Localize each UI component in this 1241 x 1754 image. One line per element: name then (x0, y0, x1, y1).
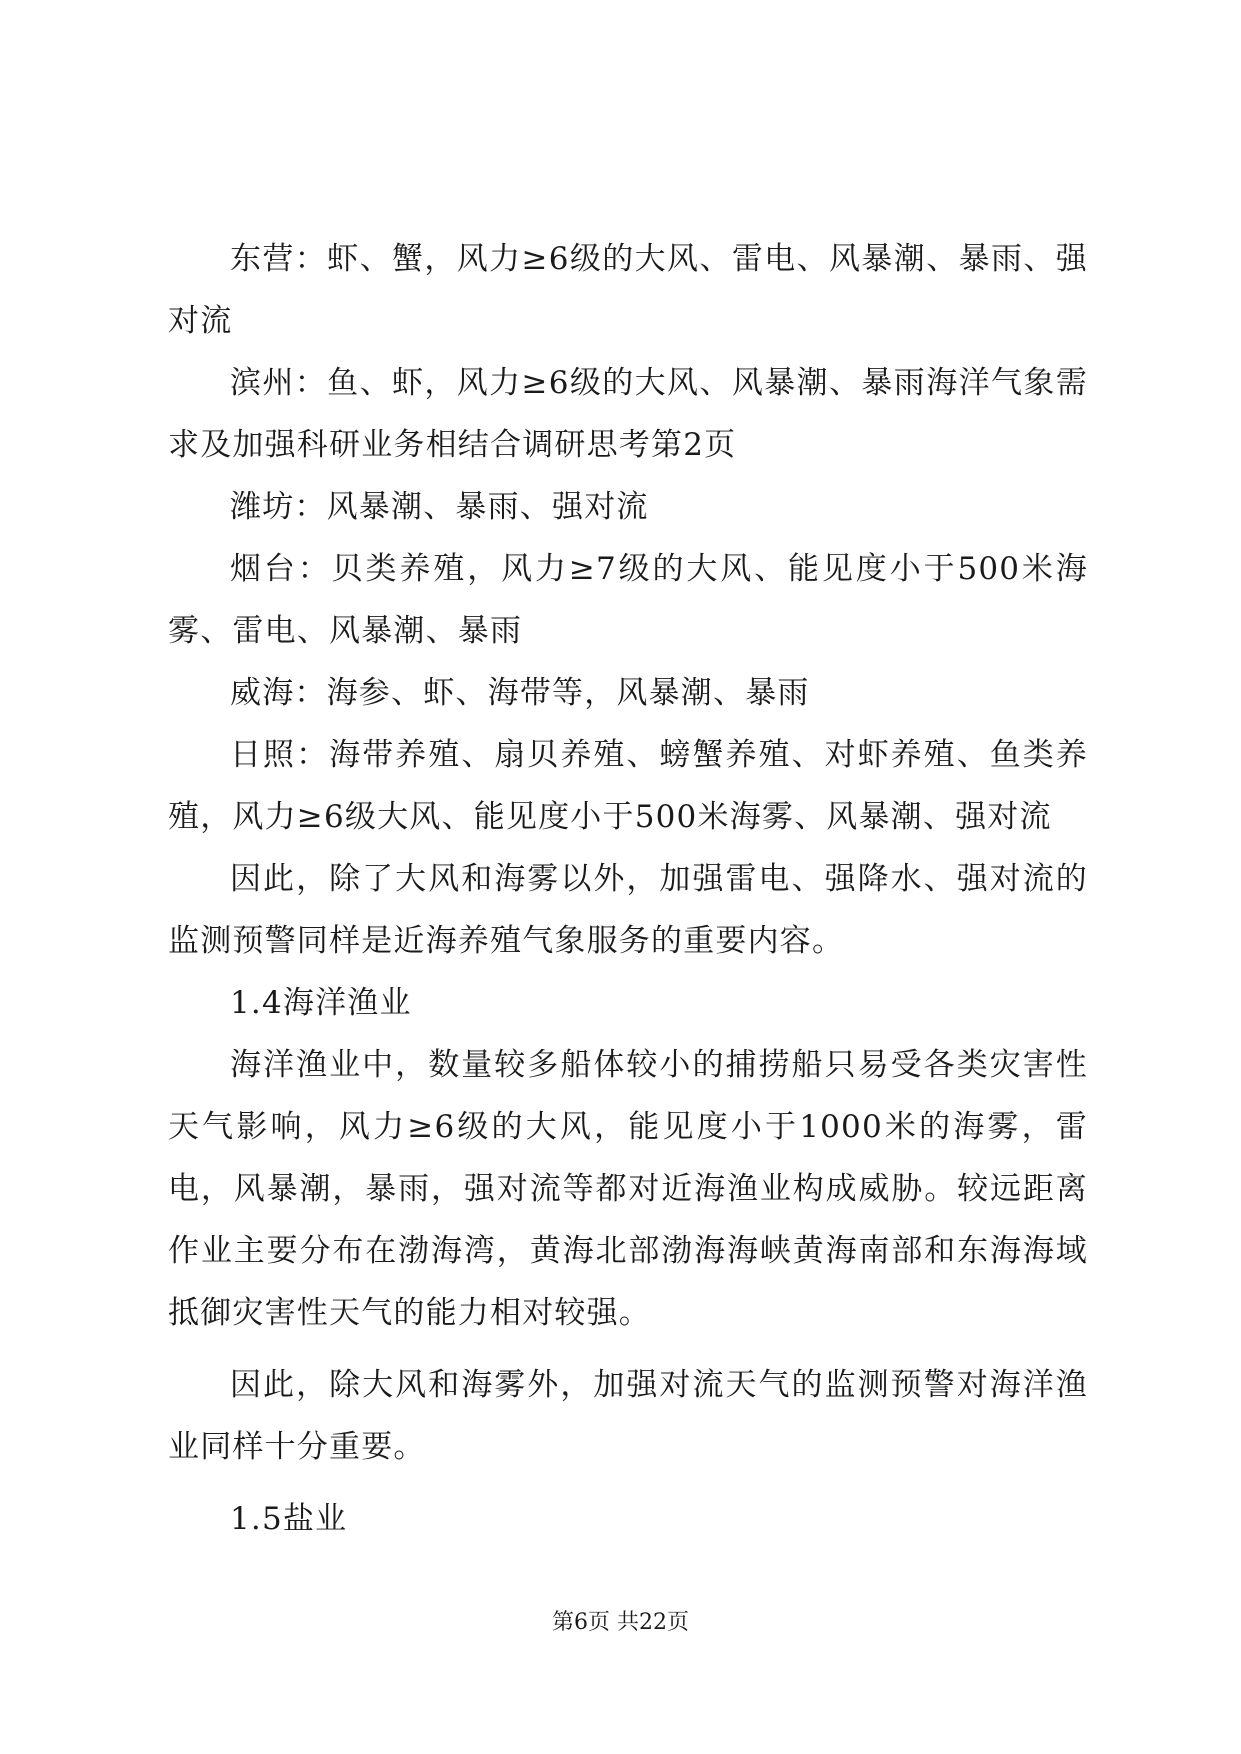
paragraph-weihai: 威海：海参、虾、海带等，风暴潮、暴雨 (230, 675, 810, 711)
paragraph-marine-fishery: 海洋渔业中，数量较多船体较小的捕捞船只易受各类灾害性天气影响，风力≥6级的大风，能见度小于1000米的海雾，雷电，风暴潮，暴雨，强对流等都对近海渔业构成威胁。较远距离作业主要分布在渤海湾，黄海北部渤海海峡黄海南部和东海海域抵御灾害性天气的能力相对较强。 (168, 1047, 1088, 1331)
paragraph-fishery-summary: 因此，除大风和海雾外，加强对流天气的监测预警对海洋渔业同样十分重要。 (168, 1367, 1088, 1465)
page-footer: 第6页 共22页 (552, 1610, 689, 1635)
document-body (168, 228, 1088, 1550)
paragraph-rizhao: 日照：海带养殖、扇贝养殖、螃蟹养殖、对虾养殖、鱼类养殖，风力≥6级大风、能见度小于500米海雾、风暴潮、强对流 (168, 737, 1088, 835)
section-heading-salt-industry: 1.5盐业 (230, 1501, 348, 1537)
paragraph-dongying: 东营：虾、蟹，风力≥6级的大风、雷电、风暴潮、暴雨、强对流 (168, 241, 1088, 339)
paragraph-weifang: 潍坊：风暴潮、暴雨、强对流 (230, 489, 649, 525)
paragraph-binzhou: 滨州：鱼、虾，风力≥6级的大风、风暴潮、暴雨海洋气象需求及加强科研业务相结合调研思考第2页 (168, 365, 1088, 463)
paragraph-yantai: 烟台：贝类养殖，风力≥7级的大风、能见度小于500米海雾、雷电、风暴潮、暴雨 (168, 551, 1088, 649)
section-heading-marine-fishery: 1.4海洋渔业 (230, 985, 412, 1021)
paragraph-aquaculture-summary: 因此，除了大风和海雾以外，加强雷电、强降水、强对流的监测预警同样是近海养殖气象服务的重要内容。 (168, 861, 1088, 959)
